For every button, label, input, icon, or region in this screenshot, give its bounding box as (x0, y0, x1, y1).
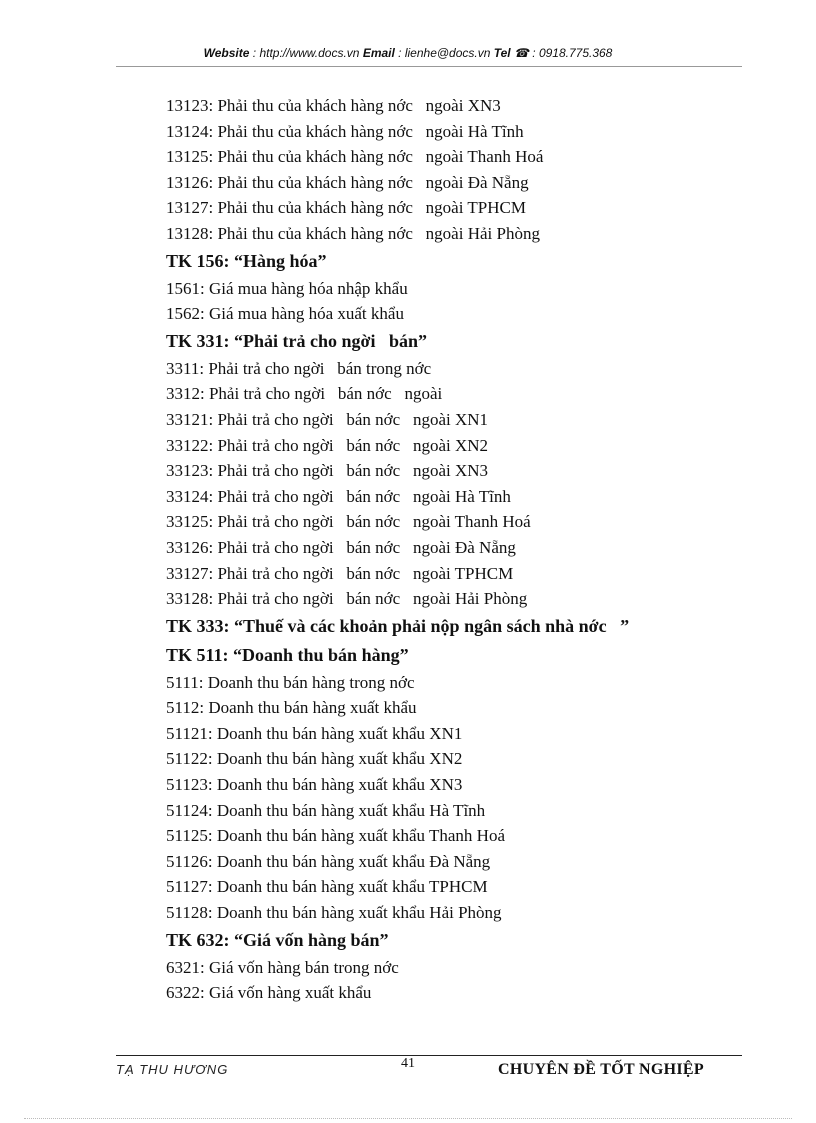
account-line: 13126: Phải thu của khách hàng nớc ngoài Đà Nẵng (166, 172, 529, 192)
account-line: 13125: Phải thu của khách hàng nớc ngoài Thanh Hoá (166, 147, 544, 167)
account-line: 33122: Phải trả cho ngời bán nớc ngoài XN2 (166, 435, 489, 455)
account-line: 51127: Doanh thu bán hàng xuất khẩu TPHCM (166, 877, 488, 897)
account-line: 1562: Giá mua hàng hóa xuất khẩu (166, 304, 404, 324)
email-label: Email (362, 46, 395, 60)
account-line: 5111: Doanh thu bán hàng trong nớc (166, 672, 415, 692)
account-line: 6322: Giá vốn hàng xuất khẩu (166, 983, 372, 1003)
account-heading: TK 333: “Thuế và các khoản phải nộp ngân sách nhà nớc ” (166, 615, 630, 636)
account-line: 51125: Doanh thu bán hàng xuất khẩu Thanh Hoá (166, 826, 505, 846)
account-line: 51126: Doanh thu bán hàng xuất khẩu Đà Nẵng (166, 851, 491, 871)
account-heading: TK 331: “Phải trả cho ngời bán” (166, 330, 427, 351)
account-line: 51121: Doanh thu bán hàng xuất khẩu XN1 (166, 723, 463, 743)
account-line: 51122: Doanh thu bán hàng xuất khẩu XN2 (166, 749, 463, 769)
account-line: 51123: Doanh thu bán hàng xuất khẩu XN3 (166, 775, 463, 795)
account-line: 33124: Phải trả cho ngời bán nớc ngoài Hà Tĩnh (166, 486, 511, 506)
account-line: 33126: Phải trả cho ngời bán nớc ngoài Đà Nẵng (166, 537, 516, 557)
footer-title: CHUYÊN ĐỀ TỐT NGHIỆP (498, 1061, 704, 1078)
email-value: : lienhe@docs.vn (394, 46, 494, 60)
account-line: 51128: Doanh thu bán hàng xuất khẩu Hải Phòng (166, 903, 502, 923)
footer-author: TẠ THU HƯƠNG (116, 1062, 229, 1077)
account-heading: TK 511: “Doanh thu bán hàng” (166, 644, 409, 665)
account-line: 33127: Phải trả cho ngời bán nớc ngoài TPHCM (166, 563, 514, 583)
document-body (166, 93, 766, 1006)
tel-label: Tel (493, 46, 511, 60)
account-line: 13123: Phải thu của khách hàng nớc ngoài XN3 (166, 96, 501, 115)
page-number: 41 (401, 1056, 415, 1071)
account-heading: TK 156: “Hàng hóa” (166, 250, 327, 271)
account-line: 33121: Phải trả cho ngời bán nớc ngoài XN1 (166, 409, 489, 429)
account-line: 13127: Phải thu của khách hàng nớc ngoài TPHCM (166, 198, 526, 218)
header-divider (116, 66, 742, 67)
website-label: Website (203, 46, 250, 60)
account-line: 1561: Giá mua hàng hóa nhập khẩu (166, 278, 408, 298)
account-line: 33128: Phải trả cho ngời bán nớc ngoài Hải Phòng (166, 589, 528, 609)
account-line: 5112: Doanh thu bán hàng xuất khẩu (166, 698, 417, 718)
page-bottom-border (24, 1118, 792, 1119)
account-line: 3311: Phải trả cho ngời bán trong nớc (166, 358, 432, 378)
account-line: 3312: Phải trả cho ngời bán nớc ngoài (166, 384, 443, 404)
account-heading: TK 632: “Giá vốn hàng bán” (166, 929, 389, 950)
page-header (0, 46, 816, 60)
tel-value: ☎ : 0918.775.368 (510, 46, 613, 60)
account-line: 33123: Phải trả cho ngời bán nớc ngoài XN3 (166, 461, 489, 481)
account-line: 33125: Phải trả cho ngời bán nớc ngoài Thanh Hoá (166, 512, 531, 532)
account-line: 13124: Phải thu của khách hàng nớc ngoài Hà Tĩnh (166, 121, 524, 141)
account-line: 13128: Phải thu của khách hàng nớc ngoài Hải Phòng (166, 223, 540, 243)
account-line: 6321: Giá vốn hàng bán trong nớc (166, 957, 399, 977)
website-value: : http://www.docs.vn (249, 46, 363, 60)
account-line: 51124: Doanh thu bán hàng xuất khẩu Hà Tĩnh (166, 800, 486, 820)
